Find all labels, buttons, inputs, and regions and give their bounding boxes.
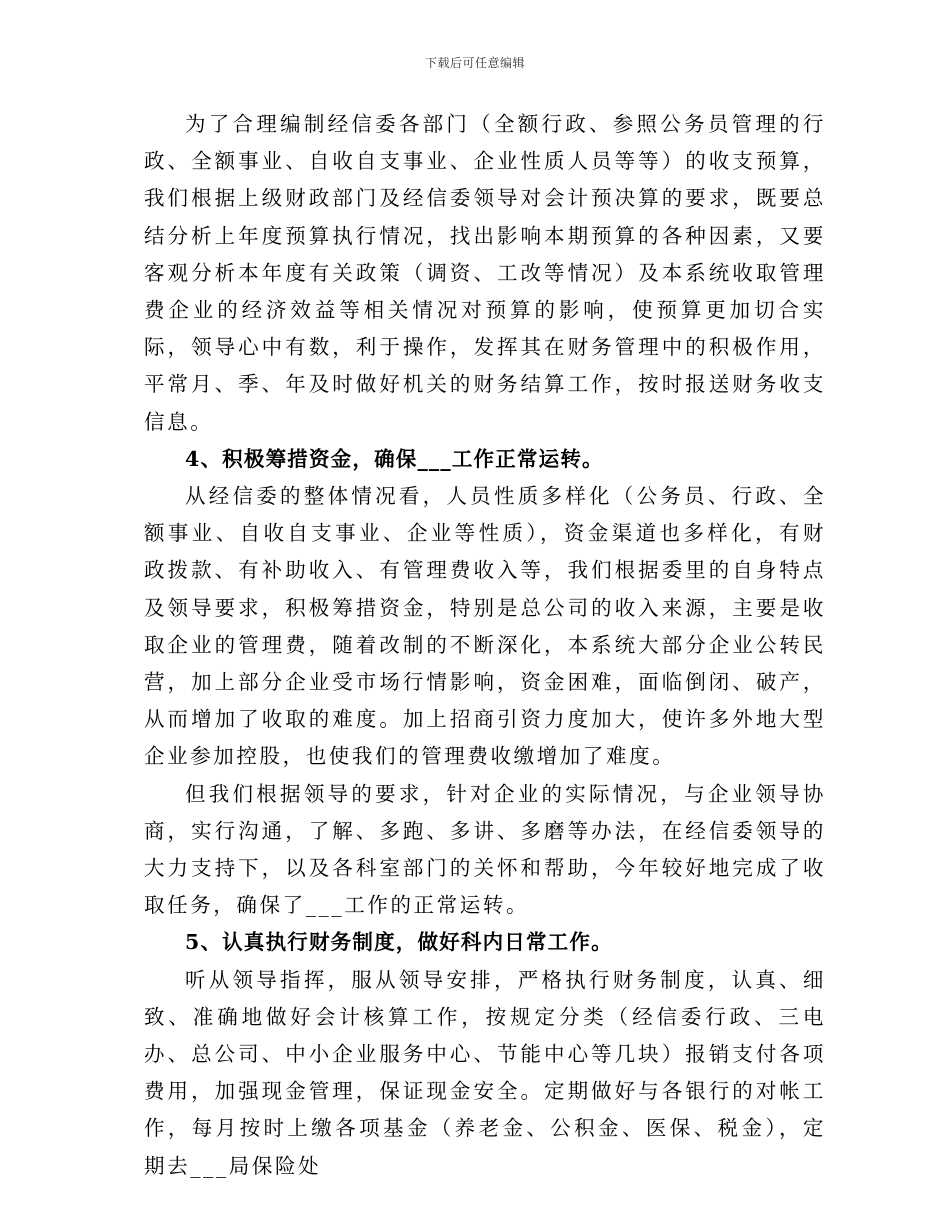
section-heading-4: 4、积极筹措资金，确保___工作正常运转。 <box>185 446 604 471</box>
paragraph-daily-work: 听从领导指挥，服从领导安排，严格执行财务制度，认真、细致、准确地做好会计核算工作，按规定分类（经信委行政、三电办、总公司、中小企业服务中心、节能中心等几块）报销支付各项费用，加强现金管理，保证现金安全。定期做好与各银行的对帐工作，每月按时上缴各项基金（养老金、公积金、医保、税金），定期去___局保险处 <box>144 967 826 1178</box>
paragraph-funding: 从经信委的整体情况看，人员性质多样化（公务员、行政、全额事业、自收自支事业、企业等性质），资金渠道也多样化，有财政拨款、有补助收入、有管理费收入等，我们根据委里的自身特点及领导要求，积极筹措资金，特别是总公司的收入来源，主要是收取企业的管理费，随着改制的不断深化，本系统大部分企业公转民营，加上部分企业受市场行情影响，资金困难，面临倒闭、破产，从而增加了收取的难度。加上招商引资力度加大，使许多外地大型企业参加控股，也使我们的管理费收缴增加了难度。 <box>144 484 826 769</box>
document-body <box>144 106 826 1185</box>
page-header: 下载后可任意编辑 <box>424 56 525 70</box>
section-heading-5: 5、认真执行财务制度，做好科内日常工作。 <box>185 930 613 955</box>
paragraph-collection: 但我们根据领导的要求，针对企业的实际情况，与企业领导协商，实行沟通，了解、多跑、多讲、多磨等办法，在经信委领导的大力支持下，以及各科室部门的关怀和帮助，今年较好地完成了收取任务，确保了___工作的正常运转。 <box>144 781 826 918</box>
paragraph-budget: 为了合理编制经信委各部门（全额行政、参照公务员管理的行政、全额事业、自收自支事业、企业性质人员等等）的收支预算，我们根据上级财政部门及经信委领导对会计预决算的要求，既要总结分析上年度预算执行情况，找出影响本期预算的各种因素，又要客观分析本年度有关政策（调资、工改等情况）及本系统收取管理费企业的经济效益等相关情况对预算的影响，使预算更加切合实际，领导心中有数，利于操作，发挥其在财务管理中的积极作用，平常月、季、年及时做好机关的财务结算工作，按时报送财务收支信息。 <box>144 112 826 434</box>
